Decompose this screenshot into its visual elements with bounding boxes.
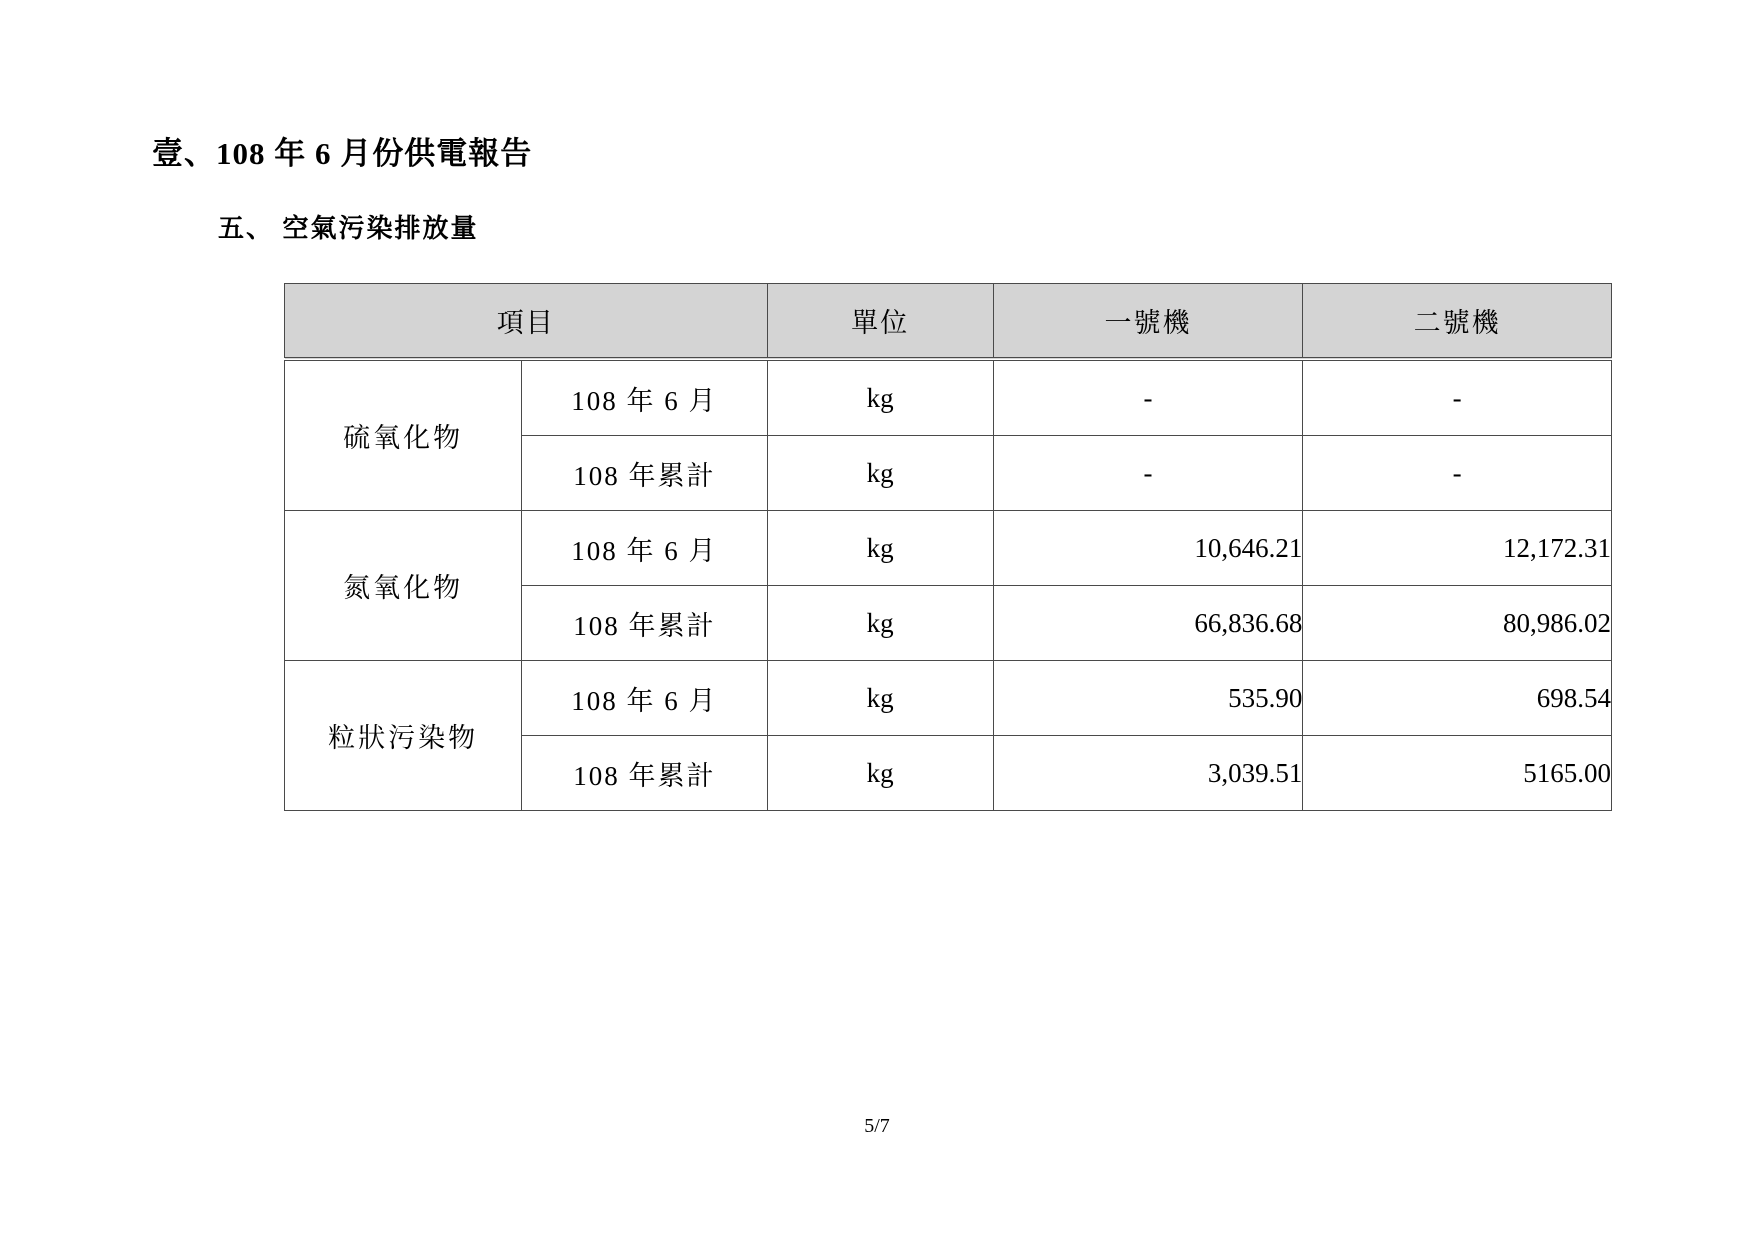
unit1-value: - [993, 436, 1303, 511]
unit2-value: 80,986.02 [1303, 586, 1612, 661]
table-header-row [285, 284, 1612, 360]
emissions-table [284, 283, 1612, 811]
period-label: 108 年累計 [522, 436, 767, 511]
period-label: 108 年累計 [522, 586, 767, 661]
unit-cell: kg [767, 661, 993, 736]
unit-cell: kg [767, 359, 993, 436]
group-pm-label: 粒狀污染物 [285, 661, 522, 811]
unit-cell: kg [767, 511, 993, 586]
unit1-value: 10,646.21 [993, 511, 1303, 586]
unit1-value: 535.90 [993, 661, 1303, 736]
table-row [285, 661, 1612, 736]
period-label: 108 年 6 月 [522, 511, 767, 586]
unit-cell: kg [767, 436, 993, 511]
unit-cell: kg [767, 736, 993, 811]
table-row [285, 511, 1612, 586]
header-unit1: 一號機 [993, 284, 1303, 360]
header-unit: 單位 [767, 284, 993, 360]
period-label: 108 年 6 月 [522, 359, 767, 436]
section-title: 五、 空氣污染排放量 [218, 214, 479, 243]
group-sox-label: 硫氧化物 [285, 359, 522, 511]
header-item: 項目 [285, 284, 768, 360]
unit2-value: 12,172.31 [1303, 511, 1612, 586]
main-title: 壹、108 年 6 月份供電報告 [152, 136, 533, 171]
page-number: 5/7 [864, 1115, 890, 1137]
group-nox-label: 氮氧化物 [285, 511, 522, 661]
period-label: 108 年 6 月 [522, 661, 767, 736]
unit2-value: - [1303, 436, 1612, 511]
header-unit2: 二號機 [1303, 284, 1612, 360]
table-row [285, 359, 1612, 436]
unit1-value: 3,039.51 [993, 736, 1303, 811]
unit1-value: - [993, 359, 1303, 436]
unit2-value: - [1303, 359, 1612, 436]
period-label: 108 年累計 [522, 736, 767, 811]
unit-cell: kg [767, 586, 993, 661]
unit2-value: 698.54 [1303, 661, 1612, 736]
unit1-value: 66,836.68 [993, 586, 1303, 661]
unit2-value: 5165.00 [1303, 736, 1612, 811]
